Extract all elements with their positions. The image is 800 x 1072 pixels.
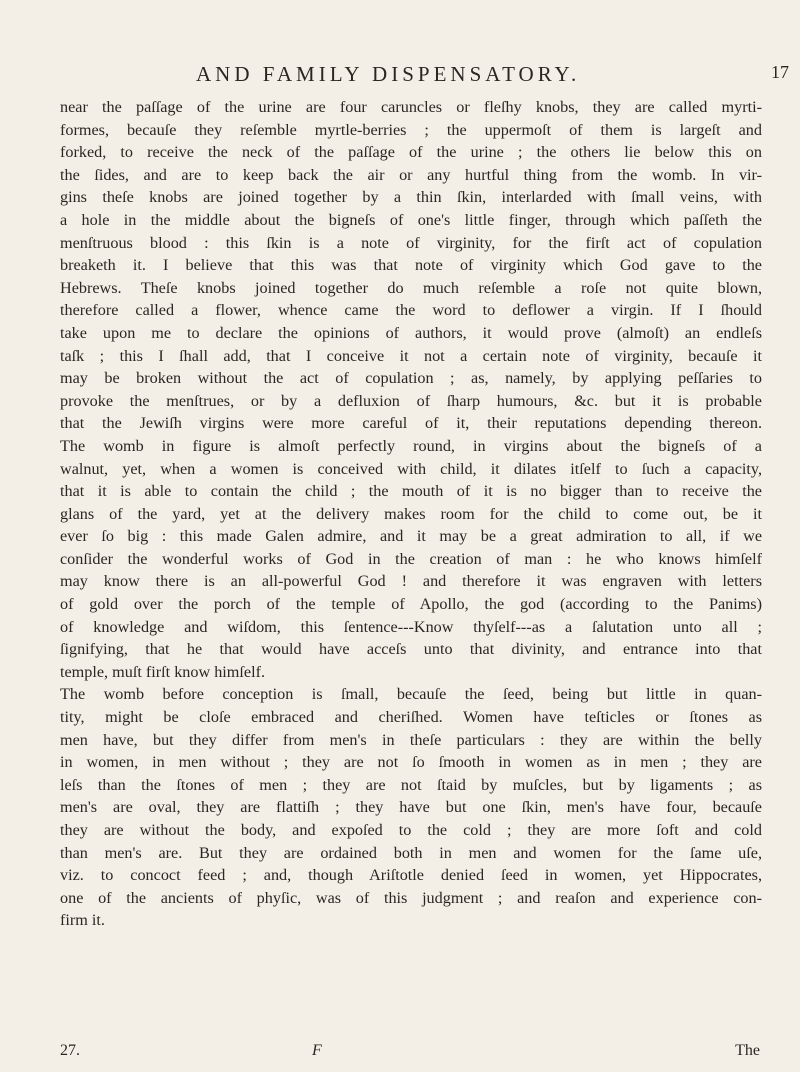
text-line: provoke the menſtrues, or by a defluxion of ſharp humours, &c. but it is probable bbox=[60, 391, 762, 410]
text-line: in women, in men without ; they are not ſo ſmooth in women as in men ; they are bbox=[60, 753, 762, 772]
text-line: a hole in the middle about the bigneſs of one's little finger, through which paſſeth the bbox=[60, 210, 762, 229]
text-line: temple, muſt firſt know himſelf. bbox=[60, 662, 266, 681]
text-line: men's are oval, they are flattiſh ; they have but one ſkin, men's have four, becauſe bbox=[60, 798, 762, 817]
text-line: of gold over the porch of the temple of Apollo, the god (according to the Panims) bbox=[60, 595, 762, 614]
text-line: breaketh it. I believe that this was that note of virginity which God gave to the bbox=[60, 256, 762, 275]
text-line: ſignifying, that he that would have acceſs unto that divinity, and entrance into that bbox=[60, 640, 762, 659]
page-number: 17 bbox=[771, 62, 789, 82]
text-line: viz. to concoct feed ; and, though Ariſtotle denied ſeed in women, yet Hippocrates, bbox=[60, 866, 762, 885]
body-text bbox=[60, 96, 762, 932]
signature-mark: F bbox=[312, 1042, 322, 1059]
text-line: forked, to receive the neck of the paſſage of the urine ; the others lie below this on bbox=[60, 143, 762, 162]
text-line: taſk ; this I ſhall add, that I conceive it not a certain note of virginity, becauſe it bbox=[60, 346, 762, 365]
text-line: that the Jewiſh virgins were more careful of it, their reputations depending thereon. bbox=[60, 414, 762, 433]
text-line: The womb before conception is ſmall, becauſe the ſeed, being but little in quan- bbox=[60, 685, 762, 704]
text-line: glans of the yard, yet at the delivery makes room for the child to come out, be it bbox=[60, 504, 762, 523]
text-line: firm it. bbox=[60, 911, 105, 930]
text-line: they are without the body, and expoſed to the cold ; they are more ſoft and cold bbox=[60, 821, 762, 839]
text-line: formes, becauſe they reſemble myrtle-berries ; the uppermoſt of them is largeſt and bbox=[60, 120, 762, 139]
text-line: walnut, yet, when a women is conceived with child, it dilates itſelf to ſuch a capacity, bbox=[60, 459, 762, 478]
text-line: of knowledge and wiſdom, this ſentence---Know thyſelf---as a ſalutation unto all ; bbox=[60, 617, 762, 636]
text-line: ever ſo big : this made Galen admire, and it may be a great admiration to all, if we bbox=[60, 527, 762, 546]
text-line: leſs than the ſtones of men ; they are not ſtaid by muſcles, but by ligaments ; as bbox=[60, 775, 762, 794]
text-line: may know there is an all-powerful God ! and therefore it was engraven with letters bbox=[60, 572, 762, 591]
running-header bbox=[196, 62, 789, 87]
text-line: conſider the wonderful works of God in the creation of man : he who knows himſelf bbox=[60, 549, 762, 568]
text-line: tity, might be cloſe embraced and cheriſhed. Women have teſticles or ſtones as bbox=[60, 708, 762, 727]
text-line: men have, but they differ from men's in theſe particulars : they are within the belly bbox=[60, 730, 762, 749]
text-line: that it is able to contain the child ; the mouth of it is no bigger than to receive the bbox=[60, 482, 762, 501]
text-line: menſtruous blood : this ſkin is a note of virginity, for the firſt act of copulation bbox=[60, 233, 762, 252]
header-title: AND FAMILY DISPENSATORY. bbox=[196, 62, 581, 86]
text-line: than men's are. But they are ordained both in men and women for the ſame uſe, bbox=[60, 843, 762, 862]
text-line: near the paſſage of the urine are four caruncles or fleſhy knobs, they are called myrti- bbox=[60, 98, 762, 116]
signature-number: 27. bbox=[60, 1042, 80, 1059]
text-line: the ſides, and are to keep back the air or any hurtful thing from the womb. In vir- bbox=[60, 165, 762, 184]
text-line: The womb in figure is almoſt perfectly round, in virgins about the bigneſs of a bbox=[60, 436, 762, 455]
catchword: The bbox=[735, 1042, 760, 1059]
text-line: one of the ancients of phyſic, was of this judgment ; and reaſon and experience con- bbox=[60, 888, 762, 907]
text-line: take upon me to declare the opinions of authors, it would prove (almoſt) an endleſs bbox=[60, 323, 762, 342]
text-line: Hebrews. Theſe knobs joined together do much reſemble a roſe not quite blown, bbox=[60, 278, 762, 297]
page-footer bbox=[60, 1042, 760, 1066]
text-line: gins theſe knobs are joined together by a thin ſkin, interlarded with ſmall veins, with bbox=[60, 188, 762, 207]
text-line: may be broken without the act of copulation ; as, namely, by applying peſſaries to bbox=[60, 369, 762, 388]
text-line: therefore called a flower, whence came the word to deflower a virgin. If I ſhould bbox=[60, 301, 762, 320]
